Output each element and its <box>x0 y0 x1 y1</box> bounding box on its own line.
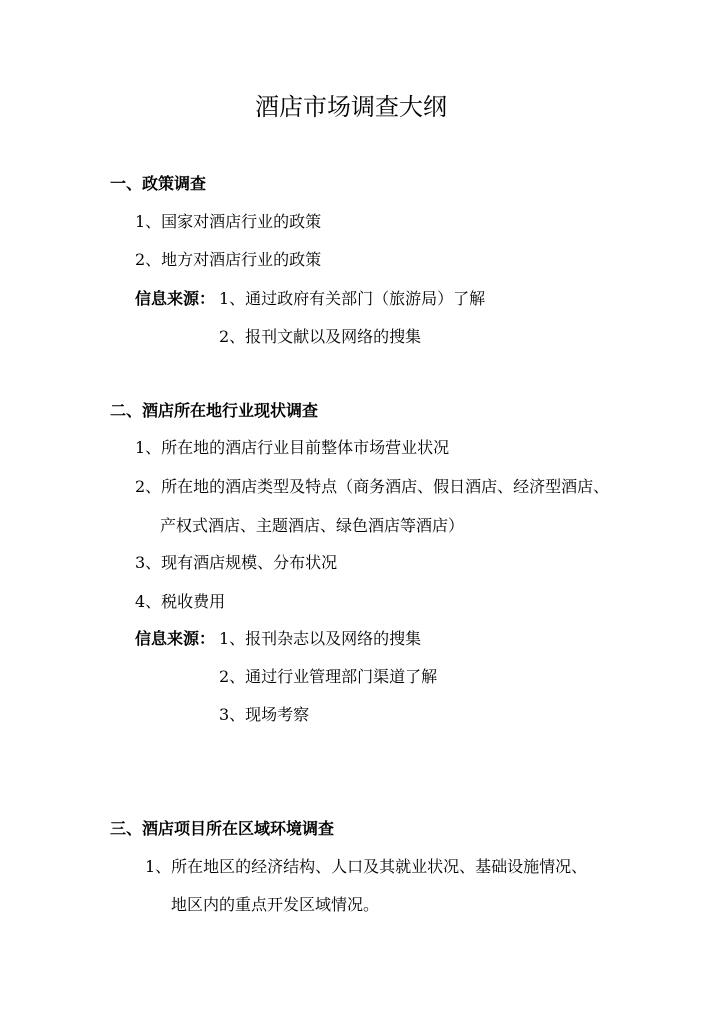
info-source-item: 1、通过政府有关部门（旅游局）了解 <box>219 289 486 308</box>
info-source-label: 信息来源： <box>135 289 216 308</box>
section-heading-policy: 一、政策调查 <box>110 174 207 193</box>
section-heading-industry-status: 二、酒店所在地行业现状调查 <box>110 401 319 420</box>
list-item: 4、税收费用 <box>135 592 226 611</box>
list-item: 3、现有酒店规模、分布状况 <box>135 553 338 572</box>
list-item: 1、国家对酒店行业的政策 <box>135 212 322 231</box>
list-item: 1、所在地的酒店行业目前整体市场营业状况 <box>135 438 450 457</box>
list-item: 2、地方对酒店行业的政策 <box>135 250 322 269</box>
info-source-item: 2、通过行业管理部门渠道了解 <box>219 667 438 686</box>
info-source-item: 2、报刊文献以及网络的搜集 <box>219 327 422 346</box>
document-title: 酒店市场调查大纲 <box>255 93 447 121</box>
list-item: 1、所在地区的经济结构、人口及其就业状况、基础设施情况、 <box>145 857 588 876</box>
list-item: 2、所在地的酒店类型及特点（商务酒店、假日酒店、经济型酒店、 <box>135 477 610 496</box>
info-source-item: 3、现场考察 <box>219 705 310 724</box>
info-source-label: 信息来源： <box>135 629 216 648</box>
list-item-continuation: 地区内的重点开发区域情况。 <box>171 895 380 914</box>
info-source-item: 1、报刊杂志以及网络的搜集 <box>219 629 422 648</box>
list-item-continuation: 产权式酒店、主题酒店、绿色酒店等酒店） <box>160 516 465 535</box>
section-heading-regional-environment: 三、酒店项目所在区域环境调查 <box>110 819 335 838</box>
